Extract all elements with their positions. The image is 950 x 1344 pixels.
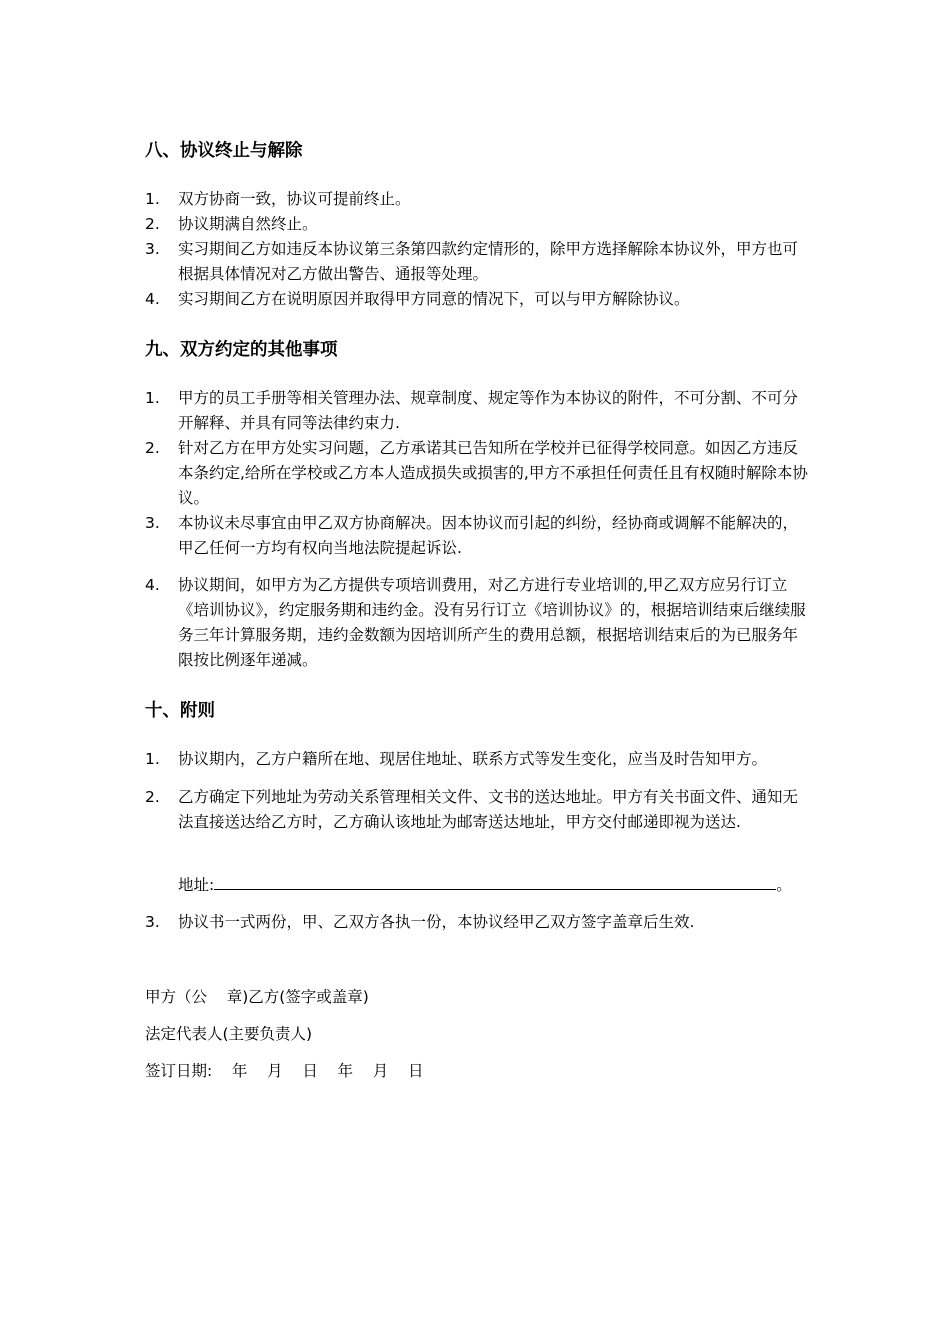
item-text: 协议期间，如甲方为乙方提供专项培训费用，对乙方进行专业培训的,甲乙双方应另行订立《培训协议》，约定服务期和违约金。没有另行订立《培训协议》的，根据培训结束后继续服务三年计算服务期，违约金数额为因培训所产生的费用总额，根据培训结束后的为已服务年限按比例逐年递减。 [178, 576, 806, 669]
section-heading-other-matters: 九、双方约定的其他事项 [145, 340, 338, 360]
list-item [145, 436, 810, 511]
signature-representative: 法定代表人(主要负责人) [145, 1025, 313, 1043]
address-line [178, 873, 792, 898]
item-number: 4. [145, 576, 160, 594]
item-text: 实习期间乙方在说明原因并取得甲方同意的情况下，可以与甲方解除协议。 [178, 290, 690, 308]
list-item [145, 187, 810, 212]
item-text: 本协议未尽事宜由甲乙双方协商解决。因本协议而引起的纠纷，经协商或调解不能解决的，甲乙任何一方均有权向当地法院提起诉讼. [178, 514, 799, 557]
item-number: 1. [145, 190, 160, 208]
address-blank-field [214, 874, 776, 890]
address-end-mark: 。 [776, 876, 792, 894]
item-text: 协议期内，乙方户籍所在地、现居住地址、联系方式等发生变化，应当及时告知甲方。 [178, 750, 768, 768]
item-text: 乙方确定下列地址为劳动关系管理相关文件、文书的送达地址。甲方有关书面文件、通知无法直接送达给乙方时，乙方确认该地址为邮寄送达地址，甲方交付邮递即视为送达. [178, 788, 799, 831]
item-number: 2. [145, 788, 160, 806]
item-number: 2. [145, 439, 160, 457]
item-text: 实习期间乙方如违反本协议第三条第四款约定情形的，除甲方选择解除本协议外，甲方也可根据具体情况对乙方做出警告、通报等处理。 [178, 240, 799, 283]
signature-parties: 甲方（公 章)乙方(签字或盖章) [145, 988, 369, 1006]
signature-date: 签订日期: 年 月 日 年 月 日 [145, 1062, 424, 1080]
list-item [145, 910, 810, 935]
section-heading-termination: 八、协议终止与解除 [145, 141, 303, 161]
item-text: 协议书一式两份，甲、乙双方各执一份，本协议经甲乙双方签字盖章后生效. [178, 913, 695, 931]
item-number: 3. [145, 240, 160, 258]
item-text: 针对乙方在甲方处实习问题，乙方承诺其已告知所在学校并已征得学校同意。如因乙方违反本条约定,给所在学校或乙方本人造成损失或损害的,甲方不承担任何责任且有权随时解除本协议。 [178, 439, 808, 507]
item-number: 3. [145, 514, 160, 532]
list-item [145, 573, 810, 673]
list-item [145, 237, 810, 287]
address-label: 地址: [178, 876, 215, 894]
list-item [145, 785, 810, 835]
item-number: 4. [145, 290, 160, 308]
item-number: 3. [145, 913, 160, 931]
item-number: 2. [145, 215, 160, 233]
list-item [145, 212, 810, 237]
item-text: 协议期满自然终止。 [178, 215, 318, 233]
item-text: 双方协商一致，协议可提前终止。 [178, 190, 411, 208]
item-number: 1. [145, 750, 160, 768]
item-text: 甲方的员工手册等相关管理办法、规章制度、规定等作为本协议的附件，不可分割、不可分开解释、并具有同等法律约束力. [178, 389, 799, 432]
list-item [145, 287, 810, 312]
item-number: 1. [145, 389, 160, 407]
section-heading-supplementary: 十、附则 [145, 701, 215, 721]
list-item [145, 386, 810, 436]
list-item [145, 747, 810, 772]
list-item [145, 511, 810, 561]
